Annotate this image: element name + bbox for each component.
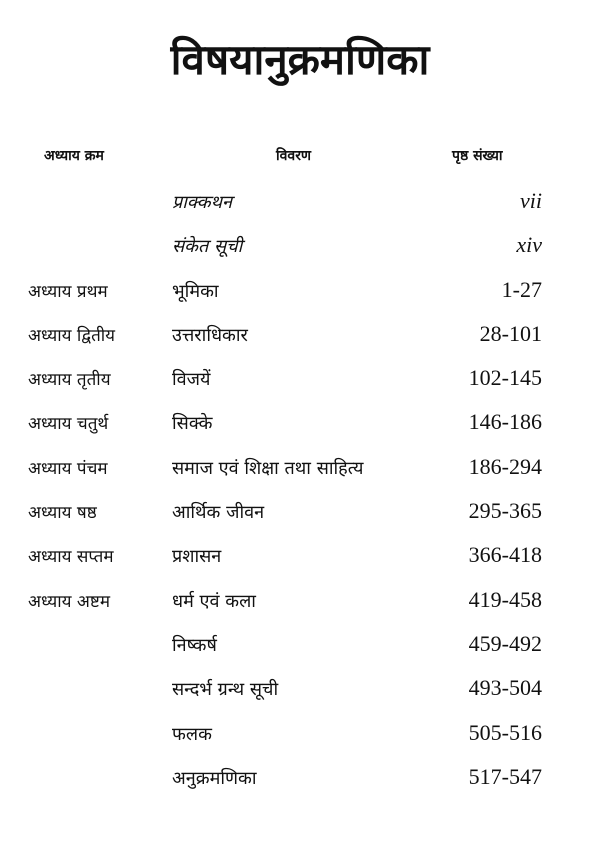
page-cell: 146-186	[468, 409, 542, 435]
page-cell: 28-101	[479, 320, 542, 346]
table-row	[0, 226, 600, 270]
page-cell: 419-458	[468, 586, 542, 612]
chapter-cell: अध्याय द्वितीय	[28, 325, 116, 346]
description-cell: प्राक्कथन	[172, 192, 233, 213]
page-cell: 295-365	[468, 498, 542, 524]
table-row	[0, 315, 600, 359]
table-row	[0, 403, 600, 447]
chapter-column-header: अध्याय क्रम	[44, 148, 104, 164]
description-cell: विजयें	[172, 369, 211, 391]
table-row	[0, 669, 600, 713]
chapter-cell: अध्याय तृतीय	[28, 370, 111, 391]
description-cell: प्रशासन	[172, 546, 222, 568]
chapter-cell: अध्याय प्रथम	[28, 281, 108, 302]
table-row	[0, 271, 600, 315]
description-cell: धर्म एवं कला	[172, 590, 256, 612]
page-cell: 459-492	[468, 630, 542, 656]
table-row	[0, 492, 600, 536]
page-title: विषयानुक्रमणिका	[170, 35, 430, 84]
description-cell: फलक	[172, 723, 212, 745]
chapter-cell: अध्याय चतुर्थ	[28, 414, 109, 435]
table-row	[0, 182, 600, 226]
description-cell: समाज एवं शिक्षा तथा साहित्य	[172, 457, 364, 479]
table-row	[0, 448, 600, 492]
table-row	[0, 758, 600, 802]
page-cell: 517-547	[468, 763, 542, 789]
page-cell: vii	[520, 188, 542, 213]
description-cell: सन्दर्भ ग्रन्थ सूची	[172, 679, 279, 701]
chapter-cell: अध्याय अष्टम	[28, 591, 110, 612]
page-cell: 493-504	[468, 675, 542, 701]
page-cell: 186-294	[468, 453, 542, 479]
table-row	[0, 536, 600, 580]
page-cell: 505-516	[468, 719, 542, 745]
table-row	[0, 581, 600, 625]
description-column-header: विवरण	[276, 148, 312, 164]
chapter-cell: अध्याय सप्तम	[28, 547, 114, 568]
description-cell: आर्थिक जीवन	[172, 502, 265, 524]
page-cell: 1-27	[501, 276, 542, 302]
chapter-cell: अध्याय षष्ठ	[28, 503, 97, 524]
table-header	[0, 142, 600, 168]
page-cell: 366-418	[468, 542, 542, 568]
page-column-header: पृष्ठ संख्या	[452, 148, 503, 164]
chapter-cell: अध्याय पंचम	[28, 458, 108, 479]
description-cell: उत्तराधिकार	[172, 324, 248, 346]
page-cell: xiv	[516, 232, 542, 258]
contents-list	[0, 182, 600, 802]
description-cell: संकेत सूची	[172, 236, 243, 258]
description-cell: सिक्के	[172, 413, 213, 435]
table-row	[0, 714, 600, 758]
table-row	[0, 359, 600, 403]
table-row	[0, 625, 600, 669]
description-cell: अनुक्रमणिका	[172, 767, 257, 789]
description-cell: भूमिका	[172, 280, 219, 302]
description-cell: निष्कर्ष	[172, 634, 217, 656]
page-cell: 102-145	[468, 365, 542, 391]
